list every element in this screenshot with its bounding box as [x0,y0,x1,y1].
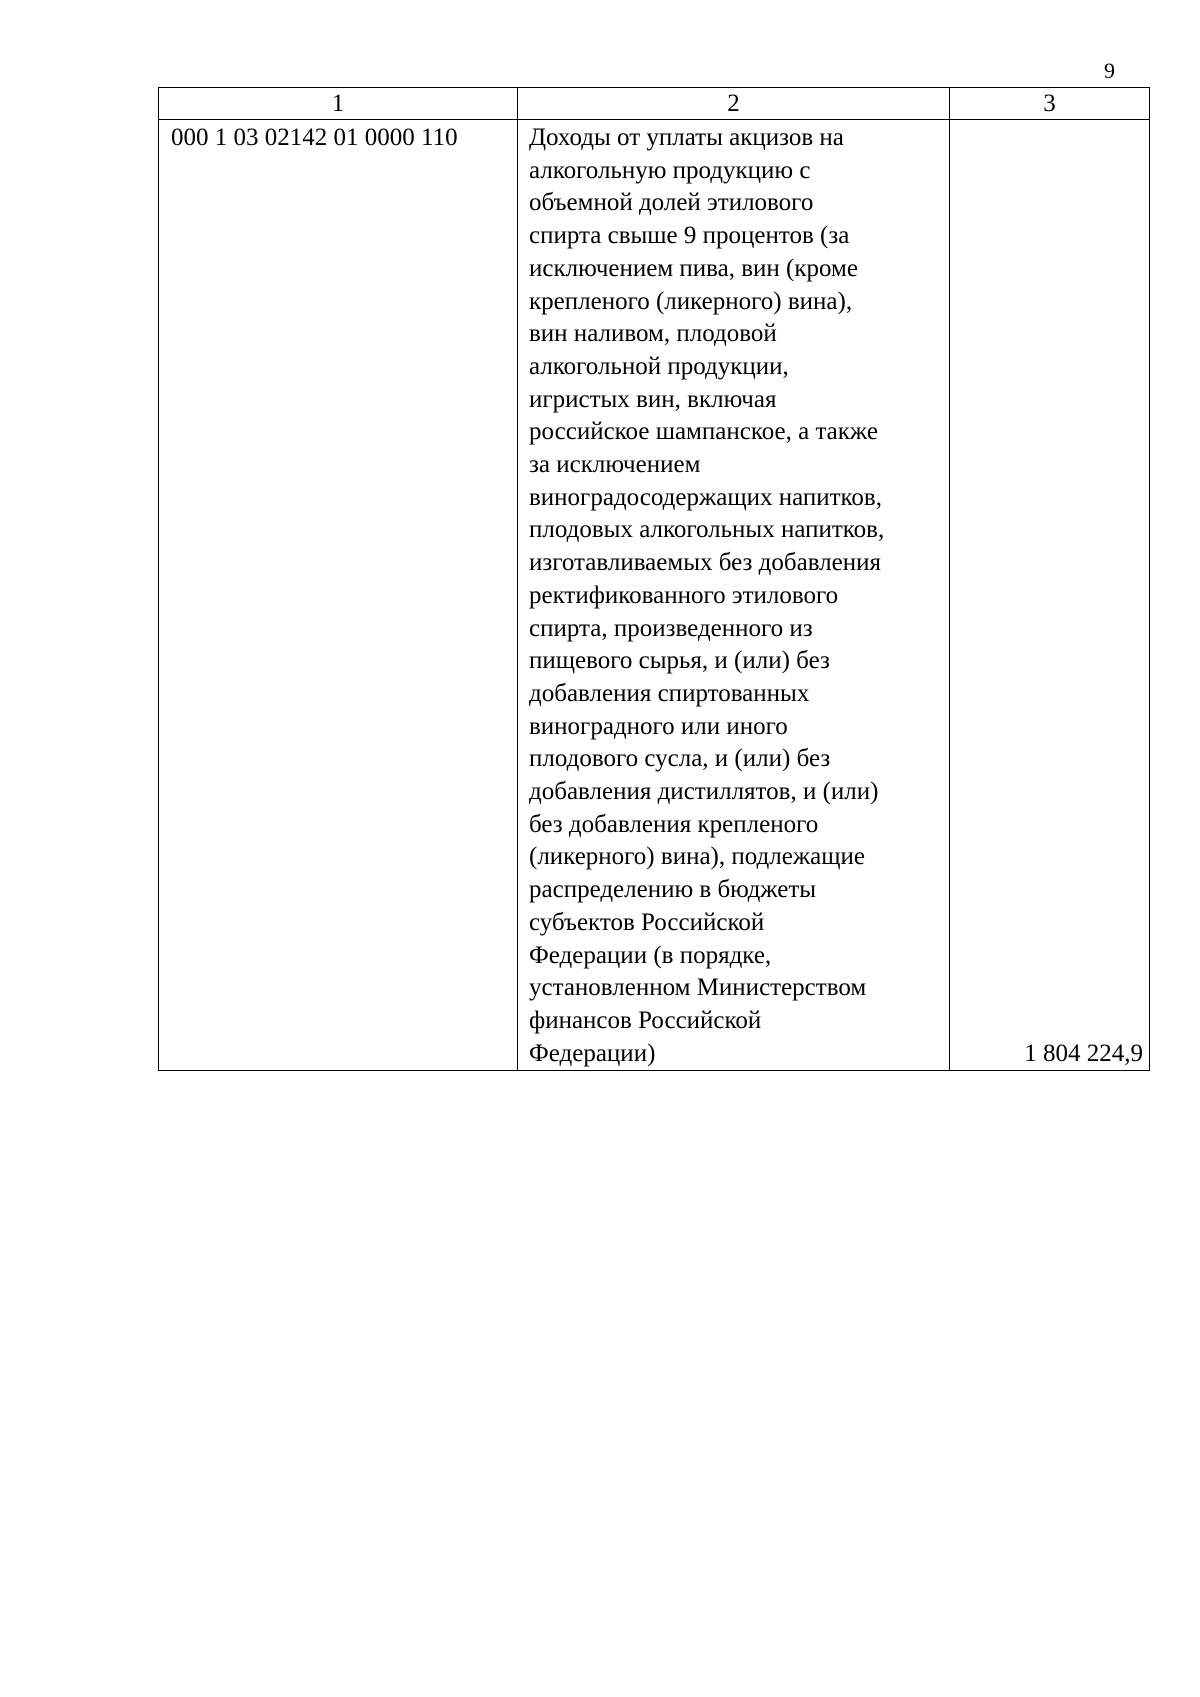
description-line: добавления спиртованных [529,679,810,707]
description-line: российское шампанское, а также [529,418,878,446]
description-line: Доходы от уплаты акцизов на [529,124,844,151]
description-line: алкогольной продукции, [529,352,789,380]
description-line: установленном Министерством [529,974,867,1002]
description-line: без добавления крепленого [529,810,819,838]
description-line: распределению в бюджеты [529,876,817,904]
budget-classification-code: 000 1 03 02142 01 0000 110 [159,120,518,1071]
revenue-table [158,87,1150,1071]
table-header-row [159,88,1150,120]
description-line: крепленого (ликерного) вина), [529,287,853,315]
description-line: алкогольную продукцию с [529,156,811,184]
page-number: 9 [1104,58,1115,83]
revenue-description [518,120,950,1071]
description-line: Федерации (в порядке, [529,941,772,969]
description-line: плодовых алкогольных напитков, [529,516,885,544]
description-line: виноградного или иного [529,712,788,740]
revenue-amount: 1 804 224,9 [950,120,1150,1071]
description-line: финансов Российской [529,1006,762,1034]
description-line: плодового сусла, и (или) без [529,745,831,773]
description-line: добавления дистиллятов, и (или) [529,778,879,806]
description-line: изготавливаемых без добавления [529,549,882,577]
description-line: спирта свыше 9 процентов (за [529,222,850,250]
description-line: объемной долей этилового [529,189,814,217]
description-line: (ликерного) вина), подлежащие [529,843,865,871]
description-line: Федерации) [529,1039,656,1067]
description-line: вин наливом, плодовой [529,320,777,348]
table-body [159,120,1150,1071]
description-line: спирта, произведенного из [529,614,813,642]
column-header-1: 1 [159,88,518,120]
table-row [159,120,1150,1071]
description-line: виноградосодержащих напитков, [529,483,882,511]
description-line: исключением пива, вин (кроме [529,254,858,282]
description-line: ректификованного этилового [529,581,839,609]
table-header [159,88,1150,120]
description-line: пищевого сырья, и (или) без [529,647,830,675]
description-line: за исключением [529,451,701,479]
column-header-3: 3 [950,88,1150,120]
column-header-2: 2 [518,88,950,120]
description-line: субъектов Российской [529,908,765,936]
description-line: игристых вин, включая [529,385,777,413]
